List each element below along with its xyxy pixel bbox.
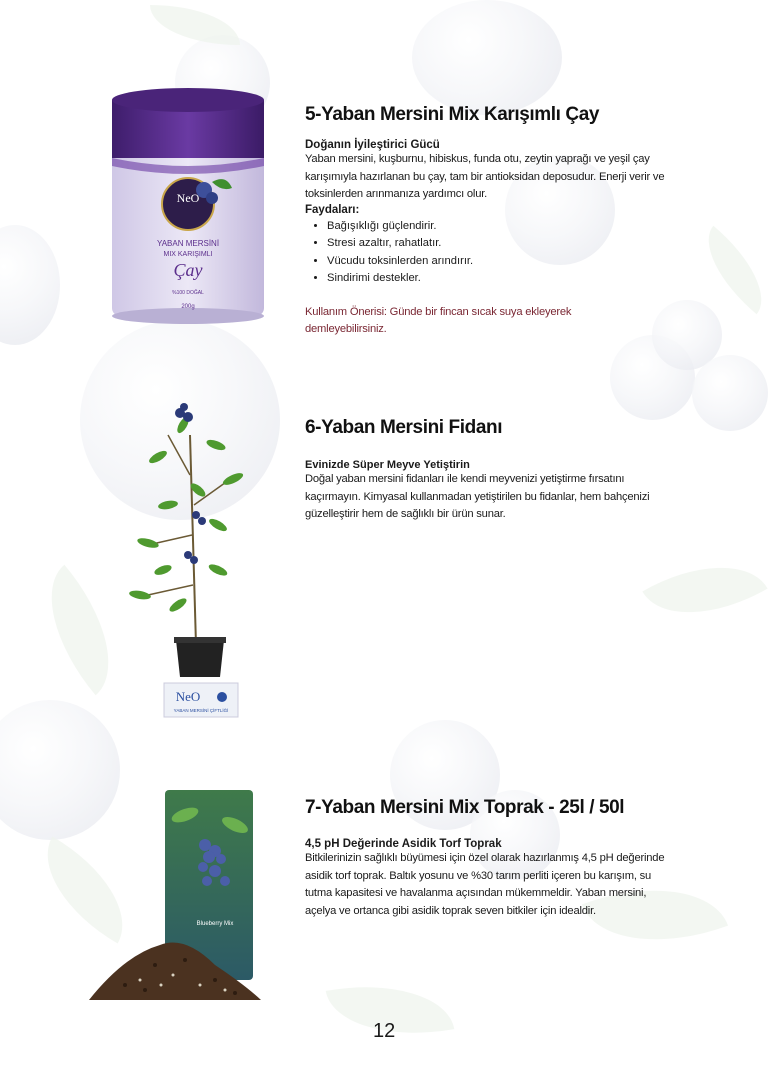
tea-canister-image [108, 86, 268, 326]
leaf-decor [642, 537, 767, 644]
canister-line2: MIX KARIŞIMLI [163, 251, 213, 258]
benefit-item: • Vücudu toksinlerden arındırır. [327, 253, 675, 271]
berry-decor [692, 355, 768, 431]
canister-brand: NeO [176, 191, 200, 205]
product-7-subtitle: 4,5 pH Değerinde Asidik Torf Toprak [305, 838, 502, 850]
canister-weight: 200g [181, 304, 195, 310]
product-7-description: Bitkilerinizin sağlıklı büyümesi için özel olarak hazırlanmış 4,5 pH değerinde asidik torf toprak. Baltık yosunu ve %30 tarım perliti içeren bu karışım, su tutma kapasitesi ve havalanma açısından mükemmeldir. Yaban mersini, açelya ve ortanca gibi asidik toprak seven bitkiler için idealdir. [305, 852, 665, 917]
product-5-recommendation: Kullanım Önerisi: Günde bir fincan sıcak suya ekleyerek demleyebilirsiniz. [305, 305, 572, 335]
leaf-decor [688, 226, 768, 314]
sapling-image [118, 395, 268, 725]
product-5-subtitle: Doğanın İyileştirici Gücü [305, 139, 440, 151]
product-7-title: 7-Yaban Mersini Mix Toprak - 25l / 50l [305, 797, 625, 818]
product-5-description: Yaban mersini, kuşburnu, hibiskus, funda otu, zeytin yaprağı ve yeşil çay karışımıyla hazırlanan bu çay, tam bir antioksidan deposudur. Enerji verir ve toksinlerden arınmanıza yardımcı olur. [305, 153, 665, 200]
sapling-label-brand: NeO [175, 689, 201, 704]
page-number: 12 [373, 1020, 396, 1042]
product-6-text [305, 417, 675, 524]
product-6-title: 6-Yaban Mersini Fidanı [305, 417, 503, 438]
product-5-benefits-label: Faydaları: [305, 203, 360, 216]
berry-decor [0, 225, 60, 345]
canister-line3: Çay [173, 260, 203, 280]
leaf-decor [150, 5, 240, 45]
berry-decor [412, 0, 562, 115]
product-6-description: Doğal yaban mersini fidanları ile kendi meyvenizi yetiştirme fırsatını kaçırmayın. Kimyasal kullanmadan yetiştirilen bu fidanlar, hem bahçenizi güzelleştirir hem de sağlıklı bir ürün sunar. [305, 473, 650, 520]
product-6-subtitle: Evinizde Süper Meyve Yetiştirin [305, 459, 470, 471]
sapling-label-text: YABAN MERSİNİ ÇİFTLİĞİ [173, 708, 229, 713]
product-7-text [305, 797, 675, 920]
benefit-item: • Sindirimi destekler. [327, 270, 675, 288]
canister-line4: %100 DOĞAL [172, 290, 204, 296]
benefit-item: • Bağışıklığı güçlendirir. [327, 218, 675, 236]
benefits-list [305, 218, 675, 288]
canister-line1: YABAN MERSİNİ [156, 239, 220, 248]
product-5-title: 5-Yaban Mersini Mix Karışımlı Çay [305, 104, 600, 125]
soil-bag-image [85, 785, 265, 1025]
benefit-item: • Stresi azaltır, rahatlatır. [327, 235, 675, 253]
soil-bag-label: Blueberry Mix [196, 921, 234, 927]
product-5-text [305, 104, 675, 339]
